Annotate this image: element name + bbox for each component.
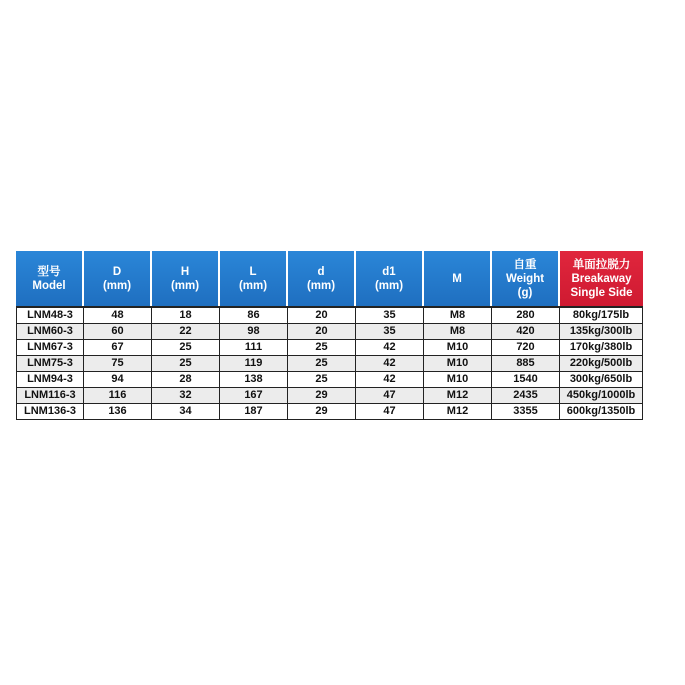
table-row bbox=[16, 404, 643, 420]
cell-d1: 35 bbox=[356, 306, 424, 324]
cell-model: LNM136-3 bbox=[16, 404, 84, 420]
cell-d1: 42 bbox=[356, 340, 424, 356]
cell-d: 25 bbox=[288, 372, 356, 388]
cell-model: LNM48-3 bbox=[16, 306, 84, 324]
cell-d-outer: 136 bbox=[84, 404, 152, 420]
cell-m: M12 bbox=[424, 404, 492, 420]
cell-m: M10 bbox=[424, 372, 492, 388]
cell-m: M8 bbox=[424, 324, 492, 340]
cell-h: 25 bbox=[152, 340, 220, 356]
cell-h: 18 bbox=[152, 306, 220, 324]
cell-breakaway: 220kg/500lb bbox=[560, 356, 643, 372]
cell-d: 29 bbox=[288, 404, 356, 420]
cell-weight: 280 bbox=[492, 306, 560, 324]
cell-h: 22 bbox=[152, 324, 220, 340]
table-row bbox=[16, 388, 643, 404]
cell-m: M10 bbox=[424, 340, 492, 356]
table-row bbox=[16, 356, 643, 372]
cell-m: M12 bbox=[424, 388, 492, 404]
cell-h: 34 bbox=[152, 404, 220, 420]
cell-d: 20 bbox=[288, 306, 356, 324]
cell-m: M10 bbox=[424, 356, 492, 372]
cell-h: 32 bbox=[152, 388, 220, 404]
cell-weight: 885 bbox=[492, 356, 560, 372]
cell-d: 29 bbox=[288, 388, 356, 404]
cell-model: LNM75-3 bbox=[16, 356, 84, 372]
table-row bbox=[16, 324, 643, 340]
cell-breakaway: 80kg/175lb bbox=[560, 306, 643, 324]
cell-d-outer: 67 bbox=[84, 340, 152, 356]
cell-m: M8 bbox=[424, 306, 492, 324]
cell-breakaway: 450kg/1000lb bbox=[560, 388, 643, 404]
cell-weight: 720 bbox=[492, 340, 560, 356]
cell-l: 138 bbox=[220, 372, 288, 388]
cell-l: 111 bbox=[220, 340, 288, 356]
cell-d1: 47 bbox=[356, 388, 424, 404]
cell-d1: 35 bbox=[356, 324, 424, 340]
cell-d-outer: 116 bbox=[84, 388, 152, 404]
header-l: L (mm) bbox=[220, 251, 288, 306]
cell-l: 187 bbox=[220, 404, 288, 420]
cell-d: 25 bbox=[288, 356, 356, 372]
cell-weight: 1540 bbox=[492, 372, 560, 388]
table-header bbox=[16, 251, 643, 306]
cell-l: 86 bbox=[220, 306, 288, 324]
cell-d-outer: 60 bbox=[84, 324, 152, 340]
cell-model: LNM67-3 bbox=[16, 340, 84, 356]
header-model: 型号 Model bbox=[16, 251, 84, 306]
cell-l: 98 bbox=[220, 324, 288, 340]
header-h: H (mm) bbox=[152, 251, 220, 306]
cell-h: 25 bbox=[152, 356, 220, 372]
header-d1: d1 (mm) bbox=[356, 251, 424, 306]
header-breakaway: 单面拉脱力 Breakaway Single Side bbox=[560, 251, 643, 306]
cell-model: LNM116-3 bbox=[16, 388, 84, 404]
cell-l: 119 bbox=[220, 356, 288, 372]
table-row bbox=[16, 306, 643, 324]
cell-d1: 47 bbox=[356, 404, 424, 420]
cell-breakaway: 300kg/650lb bbox=[560, 372, 643, 388]
cell-d1: 42 bbox=[356, 356, 424, 372]
cell-d-outer: 48 bbox=[84, 306, 152, 324]
cell-h: 28 bbox=[152, 372, 220, 388]
cell-model: LNM94-3 bbox=[16, 372, 84, 388]
table-body bbox=[16, 306, 643, 420]
table-row bbox=[16, 372, 643, 388]
cell-weight: 420 bbox=[492, 324, 560, 340]
header-d-outer: D (mm) bbox=[84, 251, 152, 306]
spec-table bbox=[16, 251, 643, 420]
header-m: M bbox=[424, 251, 492, 306]
cell-d: 20 bbox=[288, 324, 356, 340]
cell-breakaway: 170kg/380lb bbox=[560, 340, 643, 356]
cell-l: 167 bbox=[220, 388, 288, 404]
cell-breakaway: 135kg/300lb bbox=[560, 324, 643, 340]
cell-d-outer: 75 bbox=[84, 356, 152, 372]
header-weight: 自重 Weight (g) bbox=[492, 251, 560, 306]
header-d: d (mm) bbox=[288, 251, 356, 306]
cell-breakaway: 600kg/1350lb bbox=[560, 404, 643, 420]
table-row bbox=[16, 340, 643, 356]
cell-d1: 42 bbox=[356, 372, 424, 388]
cell-d: 25 bbox=[288, 340, 356, 356]
cell-weight: 2435 bbox=[492, 388, 560, 404]
cell-d-outer: 94 bbox=[84, 372, 152, 388]
cell-model: LNM60-3 bbox=[16, 324, 84, 340]
cell-weight: 3355 bbox=[492, 404, 560, 420]
